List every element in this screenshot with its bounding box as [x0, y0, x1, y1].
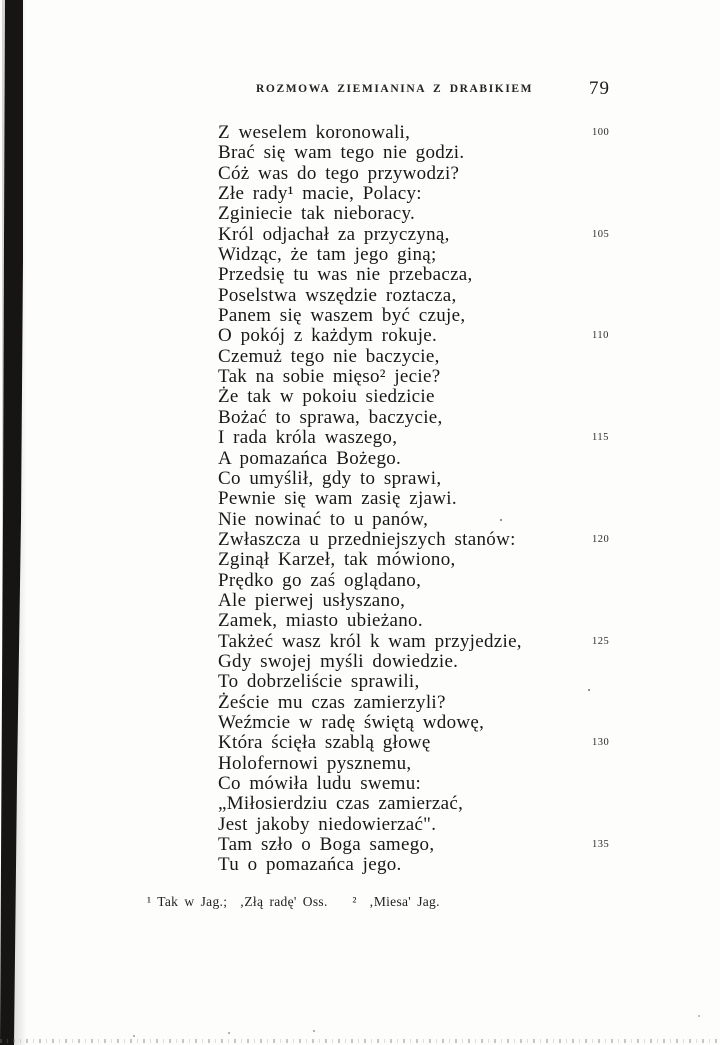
poem-line-text: Takżeć wasz król k wam przyjedzie,	[218, 630, 522, 652]
poem-line	[218, 834, 658, 854]
poem-line-text: Zamek, miasto ubieżano.	[218, 610, 423, 632]
verse-number: 105	[592, 228, 610, 240]
poem-line	[218, 854, 658, 874]
poem-line-text: Brać się wam tego nie godzi.	[218, 142, 465, 164]
verse-number: 135	[592, 839, 610, 851]
poem-line-text: Pewnie się wam zasię zjawi.	[218, 488, 457, 510]
verse-number: 100	[592, 127, 610, 138]
poem-line	[218, 224, 658, 244]
poem-line-text: Weźmcie w radę świętą wdowę,	[218, 711, 485, 733]
poem-line	[218, 142, 658, 162]
poem-line-text: Bożać to sprawa, baczycie,	[218, 406, 443, 428]
poem-line-text: I rada króla waszego,	[218, 427, 398, 449]
poem-line	[218, 631, 658, 651]
poem-line	[218, 570, 658, 590]
poem-line	[218, 732, 658, 752]
poem-line-text: Holofernowi pysznemu,	[218, 752, 412, 774]
poem-line	[218, 366, 658, 386]
poem-line	[218, 325, 658, 345]
poem-body	[218, 122, 658, 875]
poem-line	[218, 671, 658, 691]
poem-line-text: Widząc, że tam jego giną;	[218, 244, 437, 266]
verse-number: 115	[592, 432, 609, 444]
poem-line-text: Poselstwa wszędzie roztacza,	[218, 284, 457, 306]
poem-line	[218, 793, 658, 813]
poem-line-text: Z weselem koronowali,	[218, 122, 411, 143]
poem-line	[218, 692, 658, 712]
poem-line-text: Prędko go zaś oglądano,	[218, 569, 422, 591]
poem-line-text: To dobrzeliście sprawili,	[218, 671, 420, 693]
poem-line-text: Która ścięła szablą głowę	[218, 732, 431, 754]
poem-line	[218, 427, 658, 447]
poem-line-text: Zginął Karzeł, tak mówiono,	[218, 549, 456, 571]
scan-speckle	[133, 1035, 135, 1037]
poem-line-text: Zginiecie tak nieboracy.	[218, 203, 416, 225]
poem-line	[218, 529, 658, 549]
poem-line	[218, 773, 658, 793]
poem-line-text: A pomazańca Bożego.	[218, 447, 402, 469]
poem-line-text: Ale pierwej usłyszano,	[218, 589, 406, 611]
poem-line	[218, 468, 658, 488]
poem-line-text: Tu o pomazańca jego.	[218, 854, 402, 876]
poem-line	[218, 163, 658, 183]
verse-number: 130	[592, 737, 610, 749]
poem-line-text: Przedsię tu was nie przebacza,	[218, 264, 473, 286]
running-title: ROZMOWA ZIEMIANINA Z DRABIKIEM	[256, 83, 534, 95]
poem-line	[218, 549, 658, 569]
poem-line-text: Zwłaszcza u przedniejszych stanów:	[218, 528, 516, 550]
poem-line	[218, 203, 658, 223]
poem-line-text: Jest jakoby niedowierzać".	[218, 813, 437, 835]
page-number: 79	[589, 78, 610, 99]
poem-line	[218, 346, 658, 366]
poem-line	[218, 448, 658, 468]
poem-line-text: Co umyślił, gdy to sprawi,	[218, 467, 442, 489]
poem-line	[218, 753, 658, 773]
poem-line-text: Tam szło o Boga samego,	[218, 834, 435, 856]
poem-line	[218, 386, 658, 406]
poem-line-text: Gdy swojej myśli dowiedzie.	[218, 650, 459, 672]
scan-speckle	[313, 1030, 315, 1032]
page-header	[0, 80, 720, 102]
verse-number: 120	[592, 533, 610, 545]
poem-line-text: Żeście mu czas zamierzyli?	[218, 691, 446, 713]
poem-line-text: Czemuż tego nie baczycie,	[218, 345, 440, 367]
poem-line	[218, 305, 658, 325]
poem-line-text: Tak na sobie mięso² jecie?	[218, 366, 441, 388]
poem-line	[218, 285, 658, 305]
poem-line	[218, 590, 658, 610]
poem-line	[218, 122, 658, 142]
poem-line	[218, 407, 658, 427]
verse-number: 110	[592, 330, 609, 342]
poem-line-text: Król odjachał za przyczyną,	[218, 223, 450, 245]
poem-line-text: Złe rady¹ macie, Polacy:	[218, 183, 422, 205]
scan-speckle	[588, 689, 590, 691]
poem-line-text: Cóż was do tego przywodzi?	[218, 162, 460, 184]
poem-line	[218, 509, 658, 529]
poem-line	[218, 651, 658, 671]
poem-line-text: Co mówiła ludu swemu:	[218, 773, 422, 794]
poem-line	[218, 712, 658, 732]
poem-line	[218, 814, 658, 834]
poem-line	[218, 264, 658, 284]
poem-line-text: „Miłosierdziu czas zamierzać,	[218, 793, 464, 815]
scan-speckle	[500, 519, 502, 521]
poem-line	[218, 610, 658, 630]
verse-number: 125	[592, 635, 610, 647]
poem-line-text: Że tak w pokoiu siedzicie	[218, 386, 435, 408]
poem-line-text: Panem się waszem być czuje,	[218, 305, 466, 327]
poem-line	[218, 183, 658, 203]
poem-line	[218, 488, 658, 508]
scan-noise-edge	[0, 1039, 720, 1043]
poem-line-text: Nie nowinać to u panów,	[218, 508, 429, 530]
scan-speckle	[228, 1032, 230, 1034]
poem-line-text: O pokój z każdym rokuje.	[218, 325, 438, 347]
footnote: ¹ Tak w Jag.; ‚Złą radę' Oss. ² ‚Miesa' Jag.	[147, 894, 440, 909]
poem-line	[218, 244, 658, 264]
scan-speckle	[698, 1015, 700, 1017]
